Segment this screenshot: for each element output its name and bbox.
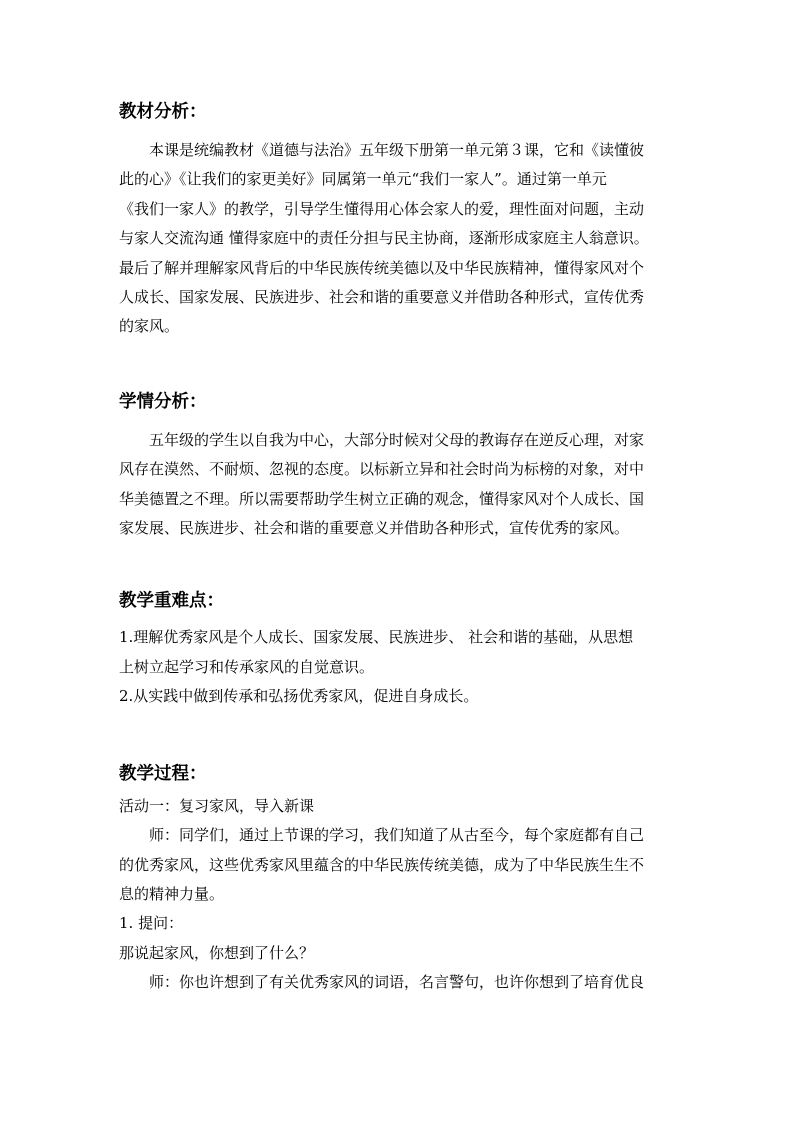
text-line: 师：同学们，通过上节课的学习，我们知道了从古至今，每个家庭都有自己 <box>149 826 645 845</box>
text-line: 华美德置之不理。所以需要帮助学生树立正确的观念，懂得家风对个人成长、国 <box>119 489 645 508</box>
text-line: 家发展、民族进步、社会和谐的重要意义并借助各种形式，宣传优秀的家风。 <box>119 519 630 538</box>
text-line: 本课是统编教材《道德与法治》五年级下册第一单元第３课，它和《读懂彼 <box>149 141 645 159</box>
list-item: 1. 提问： <box>119 914 184 933</box>
paragraph <box>119 821 679 909</box>
paragraph <box>119 968 679 997</box>
document-page <box>119 100 679 998</box>
section-heading: 学情分析： <box>119 391 207 412</box>
paragraph <box>119 136 679 342</box>
list-item: 1.理解优秀家风是个人成长、国家发展、民族进步、 社会和谐的基础，从思想 <box>119 628 634 647</box>
text-line: 的家风。 <box>119 317 180 336</box>
text-line: 《我们一家人》的教学，引导学生懂得用心体会家人的爱，理性面对问题，主动 <box>119 199 645 218</box>
text-line: 五年级的学生以自我为中心，大部分时候对父母的教诲存在逆反心理，对家 <box>149 430 645 449</box>
section-key-points <box>119 589 679 711</box>
list <box>119 623 679 711</box>
text-line: 与家人交流沟通 懂得家庭中的责任分担与民主协商，逐渐形成家庭主人翁意识。 <box>119 229 649 248</box>
list-item-continuation: 上树立起学习和传承家风的自觉意识。 <box>119 657 375 676</box>
section-heading: 教材分析： <box>119 102 207 122</box>
section-learner-analysis <box>119 390 679 544</box>
text-line: 人成长、国家发展、民族进步、社会和谐的重要意义并借助各种形式，宣传优秀 <box>119 288 645 307</box>
section-heading: 教学过程： <box>119 763 207 784</box>
text-line: 最后了解并理解家风背后的中华民族传统美德以及中华民族精神，懂得家风对个 <box>119 258 645 277</box>
question-text: 那说起家风，你想到了什么？ <box>119 943 315 962</box>
text-line: 风存在漠然、不耐烦、忽视的态度。以标新立异和社会时尚为标榜的对象，对中 <box>119 460 645 479</box>
process-body <box>119 792 679 998</box>
section-teaching-process <box>119 762 679 998</box>
paragraph <box>119 426 679 544</box>
text-line: 师：你也许想到了有关优秀家风的词语，名言警句，也许你想到了培育优良 <box>149 973 645 992</box>
text-line: 的优秀家风，这些优秀家风里蕴含的中华民族传统美德，成为了中华民族生生不 <box>119 855 645 874</box>
text-line: 息的精神力量。 <box>119 884 225 903</box>
section-heading: 教学重难点： <box>119 591 224 612</box>
list-item: 2.从实践中做到传承和弘扬优秀家风，促进自身成长。 <box>119 687 479 706</box>
activity-title: 活动一：复习家风，导入新课 <box>119 796 315 815</box>
section-textbook-analysis <box>119 100 679 342</box>
text-line: 此的心》《让我们的家更美好》同属第一单元“我们一家人”。通过第一单元 <box>119 170 607 189</box>
